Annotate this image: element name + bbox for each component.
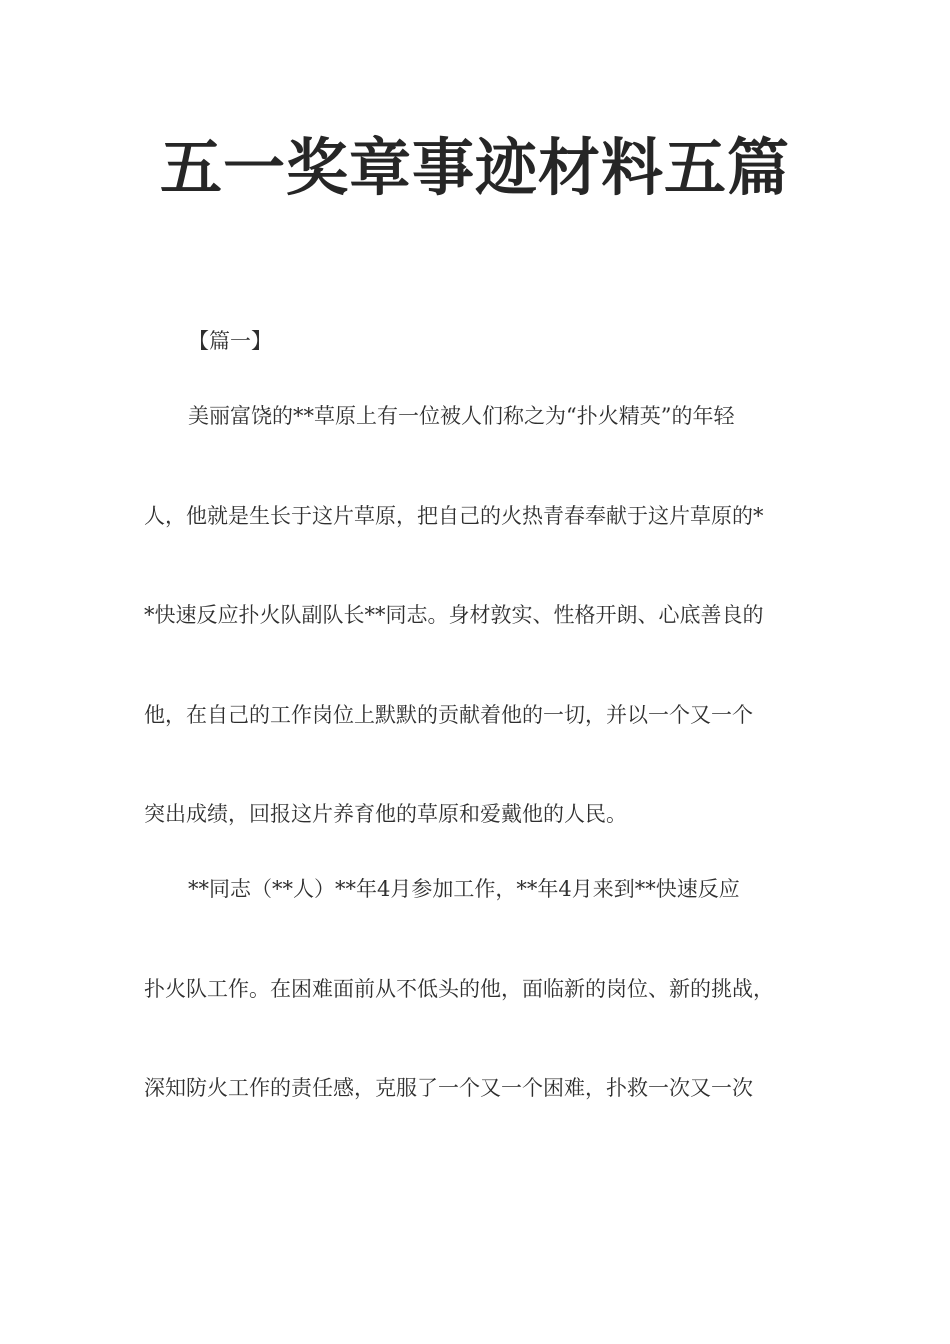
document-title: 五一奖章事迹材料五篇 — [159, 131, 790, 204]
section-heading: 【篇一】 — [188, 329, 272, 353]
paragraph-line: 深知防火工作的责任感，克服了一个又一个困难，扑救一次又一次 — [144, 1076, 753, 1100]
paragraph-line: 突出成绩，回报这片养育他的草原和爱戴他的人民。 — [144, 802, 627, 826]
paragraph-line: 美丽富饶的**草原上有一位被人们称之为“扑火精英”的年轻 — [188, 404, 735, 428]
paragraph-line: 他，在自己的工作岗位上默默的贡献着他的一切，并以一个又一个 — [144, 703, 753, 727]
paragraph-line: 扑火队工作。在困难面前从不低头的他，面临新的岗位、新的挑战， — [144, 977, 774, 1001]
paragraph-line: *快速反应扑火队副队长**同志。身材敦实、性格开朗、心底善良的 — [144, 603, 764, 627]
paragraph-line: **同志（**人）**年4月参加工作，**年4月来到**快速反应 — [188, 877, 740, 901]
paragraph-line: 人，他就是生长于这片草原，把自己的火热青春奉献于这片草原的* — [144, 504, 764, 528]
